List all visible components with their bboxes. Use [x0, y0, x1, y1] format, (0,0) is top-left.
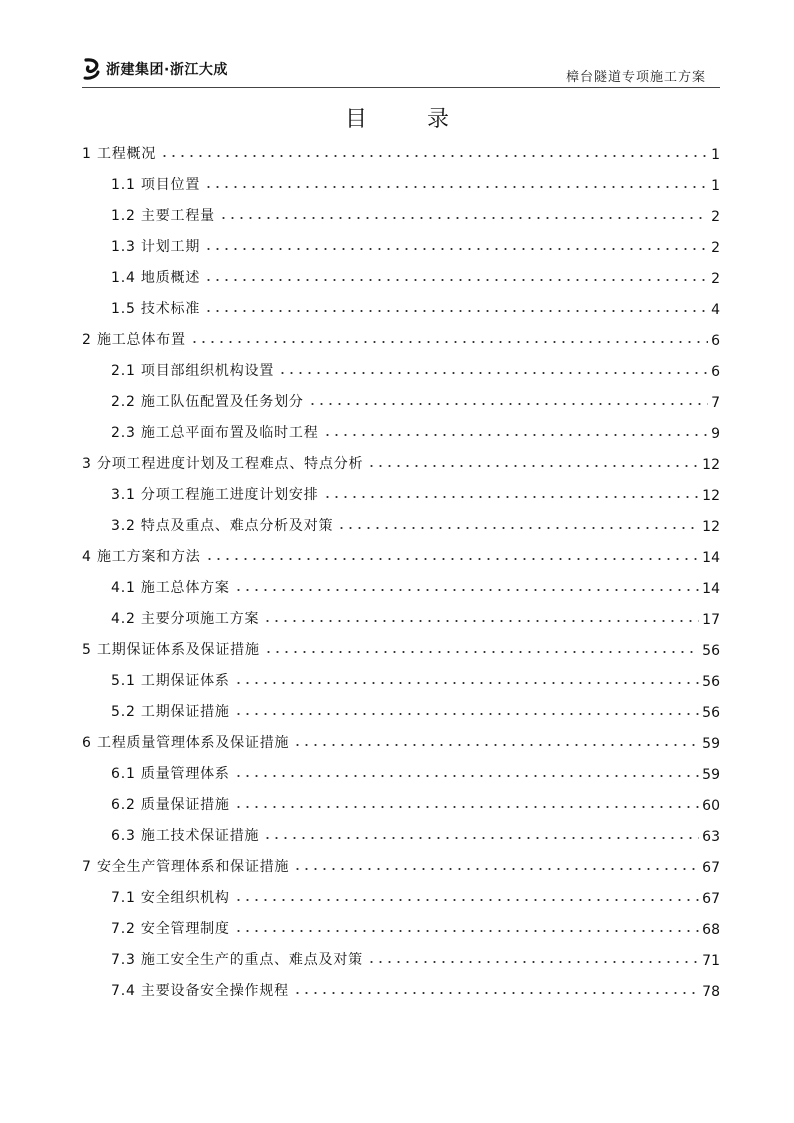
toc-chapter-entry[interactable]	[82, 544, 720, 566]
toc-entry-label: 2.1 项目部组织机构设置	[111, 363, 275, 379]
toc-section-entry[interactable]	[111, 885, 720, 907]
toc-entry-label: 1.2 主要工程量	[111, 208, 215, 224]
toc-page-number: 56	[702, 643, 720, 659]
toc-dot-leader	[204, 309, 708, 313]
toc-section-entry[interactable]	[111, 823, 720, 845]
toc-chapter-entry[interactable]	[82, 451, 720, 473]
toc-section-entry[interactable]	[111, 265, 720, 287]
toc-entry-label: 4.2 主要分项施工方案	[111, 611, 260, 627]
toc-chapter-entry[interactable]	[82, 327, 720, 349]
toc-entry-label: 4 施工方案和方法	[82, 549, 201, 565]
toc-section-entry[interactable]	[111, 234, 720, 256]
toc-page-number: 7	[711, 395, 720, 411]
toc-page-number: 1	[711, 178, 720, 194]
toc-page-number: 60	[702, 798, 720, 814]
toc-page-number: 78	[702, 984, 720, 1000]
toc-entry-label: 3.2 特点及重点、难点分析及对策	[111, 518, 334, 534]
toc-page-number: 68	[702, 922, 720, 938]
toc-entry-label: 6 工程质量管理体系及保证措施	[82, 735, 290, 751]
toc-entry-label: 4.1 施工总体方案	[111, 580, 230, 596]
toc-dot-leader	[234, 774, 699, 778]
toc-entry-label: 7.4 主要设备安全操作规程	[111, 983, 289, 999]
toc-entry-label: 5 工期保证体系及保证措施	[82, 642, 260, 658]
toc-chapter-entry[interactable]	[82, 141, 720, 163]
toc-title-char: 录	[427, 107, 450, 132]
toc-entry-label: 5.1 工期保证体系	[111, 673, 230, 689]
header-divider	[82, 87, 720, 88]
toc-section-entry[interactable]	[111, 668, 720, 690]
toc-dot-leader	[337, 526, 699, 530]
toc-page-number: 1	[711, 147, 720, 163]
toc-section-entry[interactable]	[111, 978, 720, 1000]
toc-entry-label: 7.3 施工安全生产的重点、难点及对策	[111, 952, 363, 968]
toc-dot-leader	[263, 619, 699, 623]
toc-dot-leader	[234, 588, 699, 592]
toc-page-number: 14	[702, 581, 720, 597]
toc-dot-leader	[204, 185, 708, 189]
toc-entry-label: 3 分项工程进度计划及工程难点、特点分析	[82, 456, 364, 472]
toc-chapter-entry[interactable]	[82, 730, 720, 752]
toc-dot-leader	[264, 650, 699, 654]
toc-dot-leader	[234, 681, 699, 685]
toc-page-number: 14	[702, 550, 720, 566]
toc-entry-label: 1 工程概况	[82, 146, 157, 162]
toc-dot-leader	[293, 991, 699, 995]
toc-title-char: 目	[344, 107, 367, 132]
company-name: 浙建集团·浙江大成	[106, 62, 228, 78]
toc-entry-label: 6.3 施工技术保证措施	[111, 828, 260, 844]
toc-section-entry[interactable]	[111, 420, 720, 442]
toc-page-number: 12	[702, 488, 720, 504]
toc-dot-leader	[160, 154, 708, 158]
toc-section-entry[interactable]	[111, 172, 720, 194]
toc-dot-leader	[219, 216, 708, 220]
document-title: 樟台隧道专项施工方案	[565, 70, 706, 85]
toc-section-entry[interactable]	[111, 575, 720, 597]
toc-page-number: 67	[702, 891, 720, 907]
toc-chapter-entry[interactable]	[82, 637, 720, 659]
toc-entry-label: 7.1 安全组织机构	[111, 890, 230, 906]
toc-page-number: 2	[711, 240, 720, 256]
toc-entry-label: 6.2 质量保证措施	[111, 797, 230, 813]
toc-entry-label: 5.2 工期保证措施	[111, 704, 230, 720]
toc-page-number: 9	[711, 426, 720, 442]
toc-dot-leader	[278, 371, 708, 375]
toc-dot-leader	[293, 743, 699, 747]
toc-dot-leader	[204, 278, 708, 282]
toc-dot-leader	[205, 557, 700, 561]
toc-page-number: 59	[702, 736, 720, 752]
toc-dot-leader	[293, 867, 699, 871]
toc-section-entry[interactable]	[111, 606, 720, 628]
toc-page-number: 17	[702, 612, 720, 628]
toc-dot-leader	[190, 340, 708, 344]
toc-page-number: 56	[702, 674, 720, 690]
toc-section-entry[interactable]	[111, 792, 720, 814]
toc-page-number: 59	[702, 767, 720, 783]
toc-entry-label: 1.5 技术标准	[111, 301, 201, 317]
toc-page-number: 71	[702, 953, 720, 969]
toc-section-entry[interactable]	[111, 389, 720, 411]
toc-page-number: 56	[702, 705, 720, 721]
toc-page-number: 63	[702, 829, 720, 845]
toc-chapter-entry[interactable]	[82, 854, 720, 876]
toc-page-number: 12	[702, 519, 720, 535]
toc-page-number: 2	[711, 209, 720, 225]
toc-section-entry[interactable]	[111, 358, 720, 380]
toc-section-entry[interactable]	[111, 203, 720, 225]
toc-section-entry[interactable]	[111, 761, 720, 783]
toc-entry-label: 2.3 施工总平面布置及临时工程	[111, 425, 319, 441]
toc-section-entry[interactable]	[111, 513, 720, 535]
toc-dot-leader	[234, 805, 699, 809]
toc-entry-label: 1.1 项目位置	[111, 177, 201, 193]
toc-entry-label: 7.2 安全管理制度	[111, 921, 230, 937]
toc-page-number: 12	[702, 457, 720, 473]
toc-entry-label: 6.1 质量管理体系	[111, 766, 230, 782]
toc-entry-label: 7 安全生产管理体系和保证措施	[82, 859, 290, 875]
toc-entry-label: 2 施工总体布置	[82, 332, 186, 348]
toc-section-entry[interactable]	[111, 916, 720, 938]
toc-section-entry[interactable]	[111, 482, 720, 504]
toc-entry-label: 1.3 计划工期	[111, 239, 201, 255]
toc-section-entry[interactable]	[111, 947, 720, 969]
toc-dot-leader	[234, 929, 699, 933]
toc-dot-leader	[204, 247, 708, 251]
toc-entry-label: 3.1 分项工程施工进度计划安排	[111, 487, 319, 503]
toc-dot-leader	[323, 433, 709, 437]
toc-page-number: 6	[711, 333, 720, 349]
toc-dot-leader	[323, 495, 700, 499]
toc-section-entry[interactable]	[111, 296, 720, 318]
company-logo-icon	[82, 58, 102, 80]
toc-section-entry[interactable]	[111, 699, 720, 721]
toc-dot-leader	[263, 836, 699, 840]
toc-page-number: 6	[711, 364, 720, 380]
toc-dot-leader	[234, 898, 699, 902]
toc-entry-label: 1.4 地质概述	[111, 270, 201, 286]
toc-dot-leader	[308, 402, 708, 406]
toc-dot-leader	[234, 712, 699, 716]
toc-dot-leader	[367, 960, 699, 964]
toc-page-number: 4	[711, 302, 720, 318]
company-logo	[82, 57, 228, 81]
page-header	[0, 0, 794, 90]
toc-page-number: 67	[702, 860, 720, 876]
toc-dot-leader	[367, 464, 699, 468]
toc-title	[0, 102, 794, 133]
toc-page-number: 2	[711, 271, 720, 287]
toc-entry-label: 2.2 施工队伍配置及任务划分	[111, 394, 304, 410]
